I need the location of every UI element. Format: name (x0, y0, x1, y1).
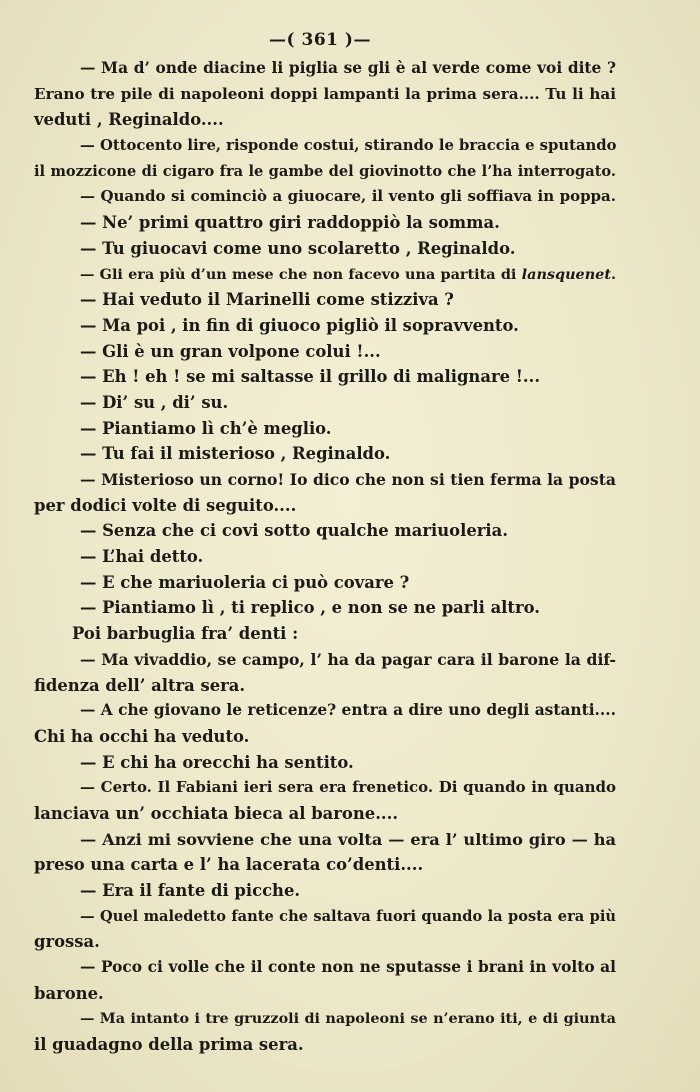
text-line: — Piantiamo lì , ti replico , e non se ne parli altro. (80, 598, 540, 618)
text-line: — Anzi mi sovviene che una volta — era l’ ultimo giro — ha (80, 829, 616, 849)
text-line: grossa. (34, 932, 100, 952)
text-line: veduti , Reginaldo.... (34, 110, 224, 130)
text-line: — Quel maledetto fante che saltava fuori quando la posta era più (80, 907, 616, 925)
text-line: — Hai veduto il Marinelli come stizziva ? (80, 290, 454, 310)
text-line: — Ne’ primi quattro giri raddoppiò la somma. (80, 213, 500, 233)
text-line: — L’hai detto. (80, 547, 204, 567)
italic-word: lansquenet (521, 265, 611, 283)
text-line: — Senza che ci covi sotto qualche mariuoleria. (80, 521, 508, 541)
text-line: — Tu giuocavi come uno scolaretto , Reginaldo. (80, 238, 516, 258)
text-line: — E che mariuoleria ci può covare ? (80, 572, 410, 592)
text-line: Chi ha occhi ha veduto. (34, 726, 250, 746)
text-line: lanciava un’ occhiata bieca al barone.... (34, 803, 399, 823)
text-line: — E chi ha orecchi ha sentito. (80, 752, 354, 772)
text-line: Erano tre pile di napoleoni doppi lampanti la prima sera.... Tu li hai (34, 84, 616, 103)
text-line: — Quando si cominciò a giuocare, il vento gli soffiava in poppa. (80, 187, 616, 206)
text-line: — Misterioso un corno! Io dico che non si tien ferma la posta (80, 470, 616, 489)
text-line: — Gli è un gran volpone colui !... (80, 341, 381, 361)
text-line: Poi barbuglia fra’ denti : (72, 624, 299, 644)
text-line: — Era il fante di picche. (80, 881, 301, 900)
text-line: — Certo. Il Fabiani ieri sera era frenetico. Di quando in quando (80, 778, 616, 797)
text-line: — Ma d’ onde diacine li piglia se gli è al verde come voi dite ? (80, 59, 616, 77)
text-line: barone. (34, 983, 104, 1003)
text-line: il mozzicone di cigaro fra le gambe del giovinotto che l’ha interrogato. (34, 162, 616, 180)
text-body (34, 56, 616, 1058)
text-line: — Ma poi , in fin di giuoco pigliò il sopravvento. (80, 315, 519, 335)
text-line: fidenza dell’ altra sera. (34, 675, 246, 695)
text-line: — Di’ su , di’ su. (80, 392, 229, 412)
text-line: — Piantiamo lì ch’è meglio. (80, 418, 332, 438)
text-line: — A che giovano le reticenze? entra a dire uno degli astanti.... (80, 701, 616, 720)
text-line: il guadagno della prima sera. (34, 1035, 304, 1055)
text-line: preso una carta e l’ ha lacerata co’denti.... (34, 855, 424, 875)
text-line: — Ottocento lire, risponde costui, stirando le braccia e sputando (80, 137, 617, 155)
text-line: — Gli era più d’un mese che non facevo una partita di lansquenet. (80, 265, 616, 283)
page-number: —( 361 )— (269, 30, 371, 50)
text-line: — Tu fai il misterioso , Reginaldo. (80, 444, 391, 464)
text-line: — Eh ! eh ! se mi saltasse il grillo di malignare !... (80, 367, 541, 387)
text-line: per dodici volte di seguito.... (34, 495, 297, 515)
text-line: — Poco ci volle che il conte non ne sputasse i brani in volto al (80, 958, 616, 977)
text-line: — Ma intanto i tre gruzzoli di napoleoni se n’erano iti, e di giunta (80, 1010, 616, 1028)
text-line: — Ma vivaddio, se campo, l’ ha da pagar cara il barone la dif- (80, 649, 616, 669)
